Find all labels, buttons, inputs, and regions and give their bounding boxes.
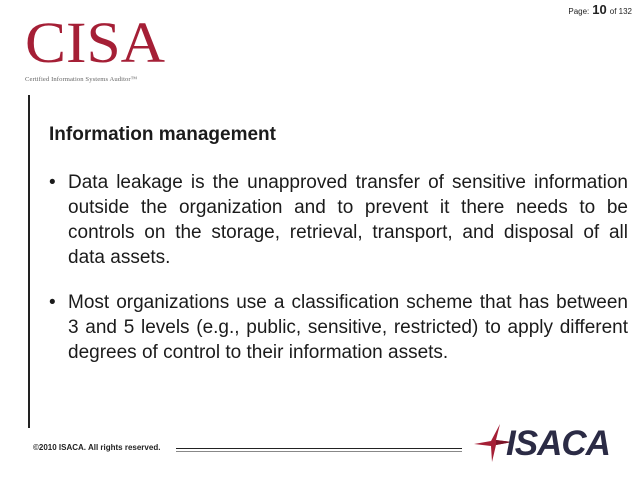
cisa-logo [25,10,180,84]
isaca-logo-text: ISACA [506,424,610,463]
total-pages: of 132 [609,7,632,16]
cisa-logo-subtitle: Certified Information Systems Auditor™ [25,76,138,83]
bullet-marker: • [49,292,56,313]
slide-title: Information management [49,124,276,145]
cisa-logo-mark: CISA [25,10,166,75]
bullet-text: Most organizations use a classification scheme that has between 3 and 5 levels (e.g., public, sensitive, restricted) to apply different degrees of control to their information assets. [68,292,628,363]
bullet-text: Data leakage is the unapproved transfer of sensitive information outside the organization and to prevent it there needs to be controls on the storage, retrieval, transport, and disposal of all data assets. [68,172,628,268]
current-page-number: 10 [592,2,607,17]
bullet-item [49,290,628,365]
bullet-item [49,170,628,270]
isaca-logo [470,420,630,466]
bullet-marker: • [49,172,56,193]
page-indicator [568,2,632,17]
vertical-divider [28,95,30,428]
copyright-notice: ©2010 ISACA. All rights reserved. [33,443,161,452]
footer-divider [176,448,462,452]
bullet-list [49,170,628,365]
page-label: Page: [568,7,590,16]
